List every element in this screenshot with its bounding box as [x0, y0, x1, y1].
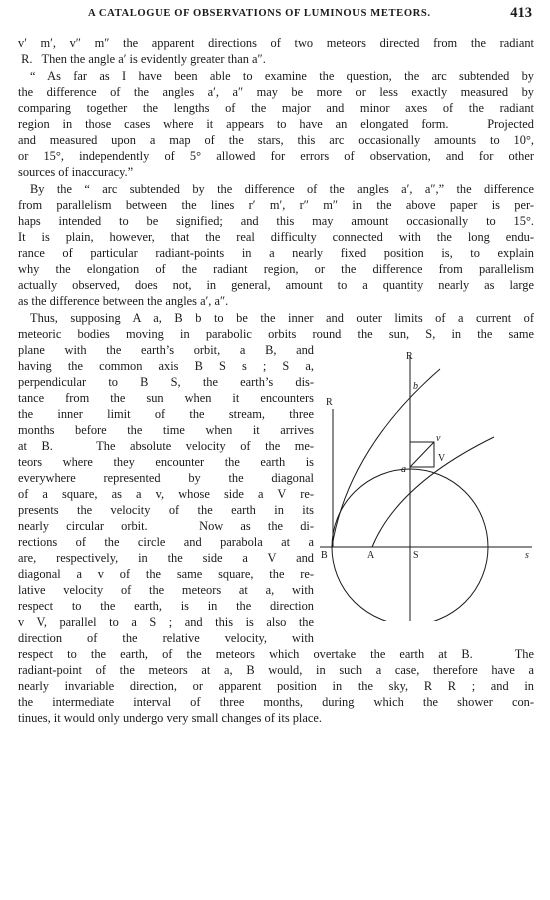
- text-line: By the “ arc subtended by the difference of the angles a′, a″,” the difference: [30, 182, 534, 196]
- label-R-left: R: [326, 397, 333, 408]
- text-line: direction of the relative velocity, with: [18, 631, 314, 645]
- text-line: are, respectively, in the side a V and: [18, 551, 314, 565]
- text-line: radiant-point of the meteors at a, B would, in such a case, therefore have a: [18, 663, 534, 677]
- text-line: nearly invariable direction, or apparent position in the sky, R R ; and in: [18, 679, 534, 693]
- text-line: Thus, supposing A a, B b to be the inner and outer limits of a current of: [30, 311, 534, 325]
- text-line: v′ m′, v″ m″ the apparent directions of two meteors directed from the radiant: [18, 36, 534, 50]
- text-line: It is plain, however, that the real difficulty connected with the long endu-: [18, 230, 534, 244]
- label-b: b: [413, 381, 418, 392]
- label-s: s: [525, 550, 529, 561]
- text-line: lative velocity of the meteors at a, with: [18, 583, 314, 597]
- text-line: R. Then the angle a′ is evidently greater than a″.: [18, 52, 266, 66]
- text-line: teors where they encounter the earth is: [18, 455, 314, 469]
- text-line: tinues, it would only undergo very small changes of its place.: [18, 711, 322, 725]
- text-line: months before the time when it arrives: [18, 423, 314, 437]
- text-line: tance from the sun when it encounters: [18, 391, 314, 405]
- text-line: actually observed, does not, in general, amount to a quantity nearly as large: [18, 278, 534, 292]
- text-line: from parallelism between the lines r′ m′, r″ m″ in the above paper is per-: [18, 198, 534, 212]
- text-line: “ As far as I have been able to examine the question, the arc subtended by: [30, 69, 534, 83]
- text-line: or 15°, independently of 5° allowed for errors of observation, and for other: [18, 149, 534, 163]
- text-line: comparing together the lengths of the major and minor axes of the radiant: [18, 101, 534, 115]
- text-line: nearly circular orbit. Now as the di-: [18, 519, 314, 533]
- label-A: A: [367, 550, 375, 561]
- text-line: v V, parallel to a S ; and this is also the: [18, 615, 314, 629]
- outer-parabola: [332, 369, 440, 547]
- text-line: respect to the earth, of the meteors which overtake the earth at B. The: [18, 647, 534, 661]
- label-B: B: [321, 550, 328, 561]
- text-line: of a square, as a v, whose side a V re-: [18, 487, 314, 501]
- text-line: perpendicular to B S, the earth’s dis-: [18, 375, 314, 389]
- orbit-diagram: [318, 349, 536, 621]
- text-line: respect to the earth, is in the direction: [18, 599, 314, 613]
- diagonal-av: [410, 442, 434, 467]
- text-line: rance of particular radiant-points in a nearly fixed position is, to explain: [18, 246, 534, 260]
- text-line: everywhere represented by the diagonal: [18, 471, 314, 485]
- label-V: V: [438, 453, 446, 464]
- text-line: diagonal a v of the same square, the re-: [18, 567, 314, 581]
- text-line: region in those cases where it appears to have an elongated form. Projected: [18, 117, 534, 131]
- text-line: sources of inaccuracy.”: [18, 165, 134, 179]
- text-line: rections of the circle and parabola at a: [18, 535, 314, 549]
- text-line: at B. The absolute velocity of the me-: [18, 439, 314, 453]
- text-line: haps intended to be signified; and this may amount occasionally to 15°.: [18, 214, 534, 228]
- running-title: A CATALOGUE OF OBSERVATIONS OF LUMINOUS METEORS.: [88, 8, 431, 19]
- text-line: having the common axis B S s ; S a,: [18, 359, 314, 373]
- text-line: as the difference between the angles a′, a″.: [18, 294, 229, 308]
- text-line: the difference of the angles a′, a″ may be more or less exactly measured by: [18, 85, 534, 99]
- page-header: [20, 5, 532, 23]
- text-line: plane with the earth’s orbit, a B, and: [18, 343, 314, 357]
- label-v: v: [436, 433, 441, 444]
- text-line: why the elongation of the radiant region, or the difference from parallelism: [18, 262, 534, 276]
- text-line: the inner limit of the stream, three: [18, 407, 314, 421]
- text-line: and measured upon a map of the stars, this arc occasionally amounts to 10°,: [18, 133, 534, 147]
- label-a: a: [401, 464, 406, 475]
- inner-parabola: [372, 437, 494, 547]
- page-number: 413: [510, 5, 532, 21]
- label-R-top: R: [406, 351, 413, 362]
- text-line: the intermediate interval of three months, during which the shower con-: [18, 695, 534, 709]
- text-line: meteoric bodies moving in parabolic orbits round the sun, S, in the same: [18, 327, 534, 341]
- text-line: presents the velocity of the earth in its: [18, 503, 314, 517]
- label-S: S: [413, 550, 419, 561]
